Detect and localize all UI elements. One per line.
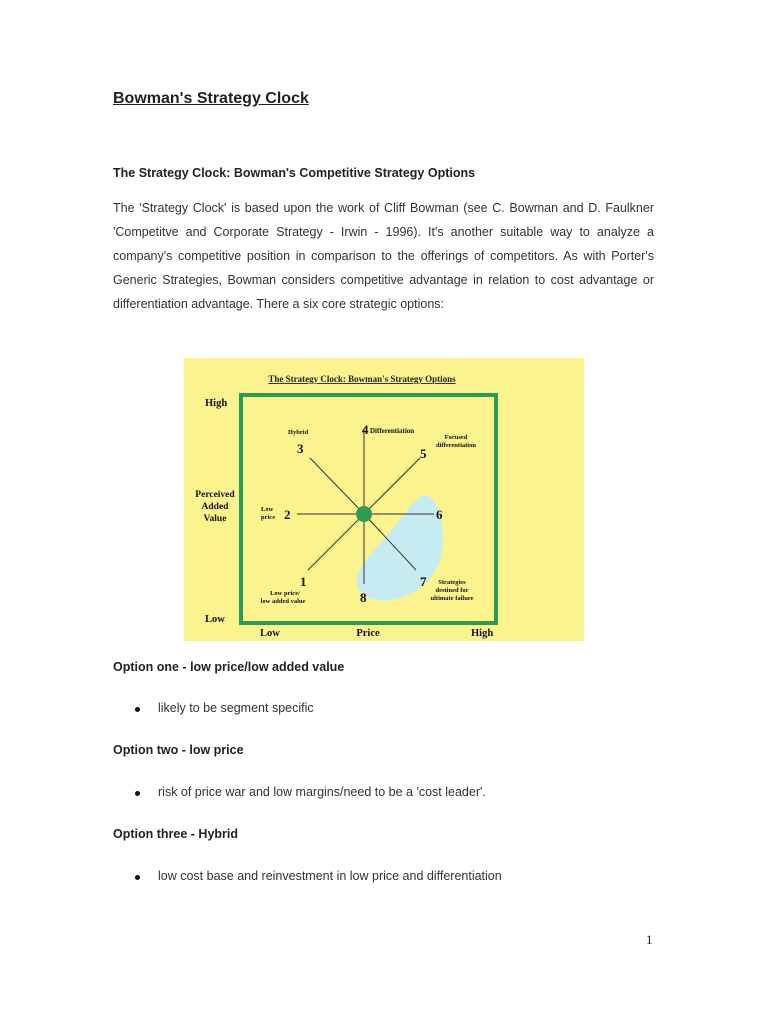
x-axis-label: Price: [356, 628, 380, 639]
option-4-label: Differentiation: [370, 427, 415, 435]
y-axis-label-line2: Added: [201, 502, 229, 512]
y-axis-high: High: [205, 398, 228, 409]
option-2-label-line2: price: [261, 514, 276, 521]
option-two-heading: Option two - low price: [113, 743, 244, 757]
option-5-number: 5: [420, 446, 427, 461]
strategy-clock-svg: [184, 358, 584, 641]
option-4-number: 4: [362, 422, 369, 437]
x-axis-low: Low: [260, 628, 280, 639]
y-axis-low: Low: [205, 614, 225, 625]
option-2-number: 2: [284, 507, 291, 522]
list-item: [113, 869, 502, 883]
strategy-clock-diagram: [184, 358, 584, 641]
option-one-heading: Option one - low price/low added value: [113, 660, 345, 674]
option-7-label-line1: Strategies: [438, 579, 466, 586]
document-subtitle: The Strategy Clock: Bowman's Competitive Strategy Options: [113, 166, 476, 180]
option-2-label-line1: Low: [261, 506, 274, 513]
y-axis-label-line3: Value: [203, 514, 227, 524]
list-item: [113, 785, 486, 799]
option-two-bullets: [113, 785, 486, 799]
option-8-number: 8: [360, 590, 367, 605]
bullet-dot: [135, 707, 140, 712]
clock-hub: [356, 506, 372, 522]
page-number: 1: [646, 932, 653, 947]
bullet-dot: [135, 791, 140, 796]
bullet-dot: [135, 875, 140, 880]
diagram-title: The Strategy Clock: Bowman's Strategy Options: [268, 374, 456, 384]
option-7-label-line3: ultimate failure: [430, 595, 474, 602]
bullet-text: low cost base and reinvestment in low price and differentiation: [158, 869, 502, 883]
document-title: Bowman's Strategy Clock: [113, 90, 309, 107]
option-5-label-line1: Focused: [444, 434, 468, 441]
option-three-heading: Option three - Hybrid: [113, 827, 238, 841]
option-3-label: Hybrid: [288, 429, 309, 436]
bullet-text: likely to be segment specific: [158, 701, 314, 715]
y-axis-label-line1: Perceived: [195, 490, 235, 500]
option-7-number: 7: [420, 574, 427, 589]
option-7-label-line2: destined for: [435, 587, 469, 594]
option-5-label-line2: differentiation: [436, 442, 476, 449]
option-one-bullets: [113, 701, 314, 715]
option-1-label-line2: low added value: [260, 598, 306, 605]
option-three-bullets: [113, 869, 502, 883]
intro-paragraph: The 'Strategy Clock' is based upon the work of Cliff Bowman (see C. Bowman and D. Faulkner 'Competitve and Corporate Strategy - Irwin - 1996). It's another suitable way to analyze a company's competitive position in comparison to the offerings of competitors. As with Porter's Generic Strategies, Bowman considers competitive advantage in relation to cost advantage or differentiation advantage. There a six core strategic options:: [113, 201, 654, 311]
option-1-number: 1: [300, 574, 307, 589]
x-axis-high: High: [471, 628, 494, 639]
option-3-number: 3: [297, 441, 304, 456]
list-item: [113, 701, 314, 715]
option-1-label-line1: Low price/: [270, 590, 300, 597]
option-6-number: 6: [436, 507, 443, 522]
bullet-text: risk of price war and low margins/need to be a 'cost leader'.: [158, 785, 486, 799]
